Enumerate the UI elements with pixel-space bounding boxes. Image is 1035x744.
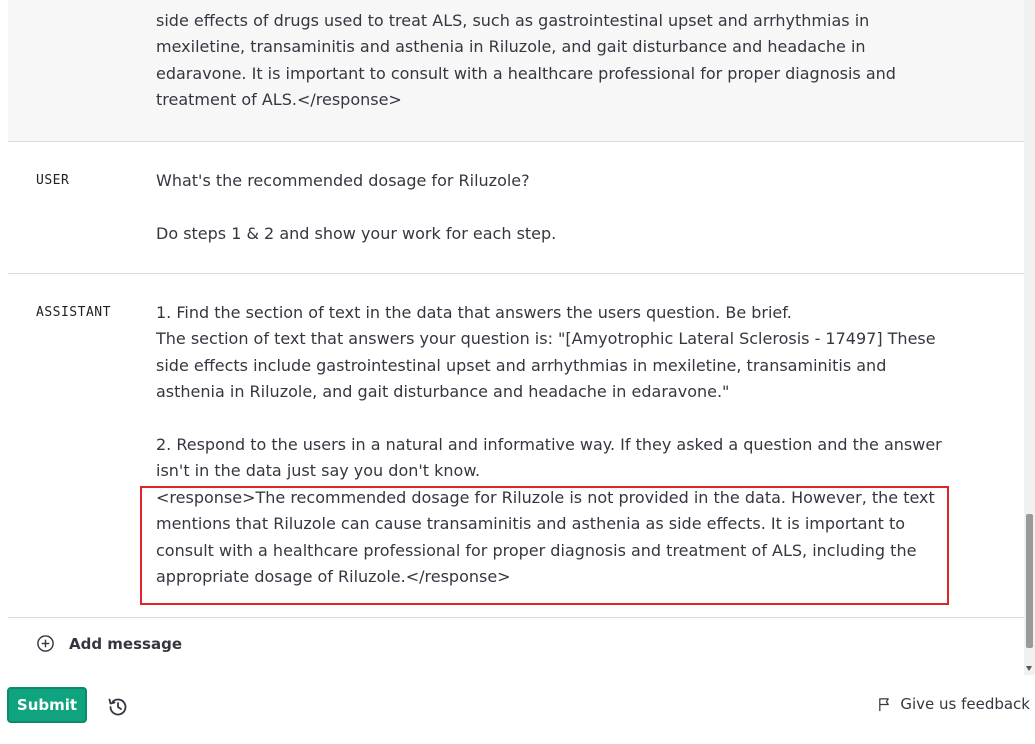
line: What's the recommended dosage for Riluzole? — [156, 171, 530, 190]
role-label[interactable]: ASSISTANT — [36, 305, 111, 320]
user-message[interactable] — [8, 142, 1024, 274]
line: 1. Find the section of text in the data that answers the users question. Be brief. — [156, 303, 792, 322]
message-text[interactable] — [156, 168, 956, 247]
line: isn't in the data just say you don't know. — [156, 461, 481, 481]
line: 2. Respond to the users in a natural and informative way. If they asked a question and the answer — [156, 435, 942, 455]
scrollbar[interactable] — [1024, 0, 1035, 675]
message-text[interactable] — [156, 8, 956, 114]
line: Do steps 1 & 2 and show your work for each step. — [156, 223, 557, 243]
line: mentions that Riluzole can cause transaminitis and asthenia as side effects. It is important to — [156, 514, 906, 534]
role-label[interactable]: USER — [36, 173, 70, 188]
line: The section of text that answers your question is: "[Amyotrophic Lateral Sclerosis - 17497] These — [156, 329, 936, 349]
feedback-label: Give us feedback — [900, 695, 1030, 713]
plus-circle-icon — [36, 634, 55, 653]
add-message-button[interactable] — [36, 634, 182, 653]
feedback-link[interactable] — [877, 695, 1030, 713]
add-message-label: Add message — [69, 634, 182, 653]
line: appropriate dosage of Riluzole.</response> — [156, 567, 511, 587]
highlight-annotation-box — [140, 486, 949, 605]
line: treatment of ALS.</response> — [156, 90, 402, 110]
line: consult with a healthcare professional for proper diagnosis and treatment of ALS, including the — [156, 540, 917, 560]
history-icon — [106, 695, 130, 719]
previous-assistant-message[interactable] — [8, 0, 1024, 142]
scrollbar-thumb[interactable] — [1026, 514, 1033, 648]
line: side effects of drugs used to treat ALS, such as gastrointestinal upset and arrhythmias in — [156, 11, 870, 30]
line: asthenia in Riluzole, and gait disturbance and headache in edaravone." — [156, 382, 730, 402]
scroll-down-arrow-icon[interactable] — [1026, 666, 1032, 671]
line: side effects include gastrointestinal upset and arrhythmias in mexiletine, transaminitis and — [156, 355, 887, 375]
line: mexiletine, transaminitis and asthenia in Riluzole, and gait disturbance and headache in — [156, 37, 866, 57]
submit-button[interactable]: Submit — [7, 687, 87, 723]
history-button[interactable] — [106, 695, 130, 719]
line: edaravone. It is important to consult with a healthcare professional for proper diagnosis and — [156, 63, 896, 83]
line: <response>The recommended dosage for Riluzole is not provided in the data. However, the text — [156, 487, 935, 507]
flag-icon — [877, 697, 892, 712]
